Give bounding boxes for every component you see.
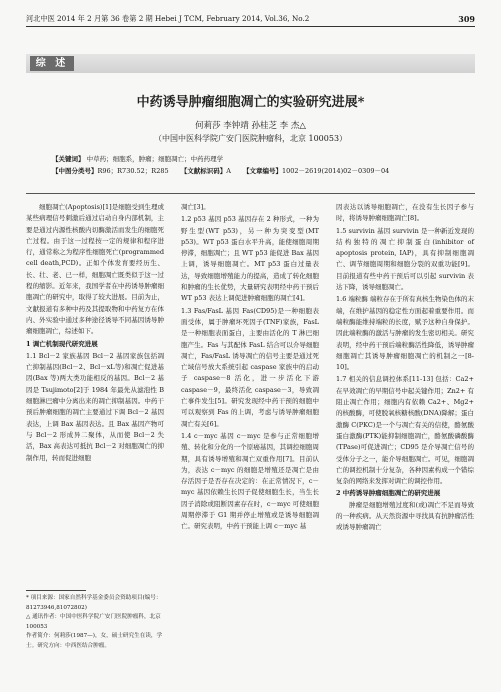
section-band <box>26 54 475 73</box>
body-paragraph: 1.5 survivin 基因 survivin 是一种新近发现的结构独特的凋亡抑制蛋白(inhibitor of apoptosis protein, IAP)，具有抑制细胞凋亡、调节细胞周期和细胞分裂的双重功能[9]。目前报道有些中药干预后可以引起 survivin 表达下降，诱导细胞凋亡。 <box>336 226 474 292</box>
article-authors: 何莉莎 李钟靖 孙桂芝 李 杰△ <box>195 121 306 131</box>
classification-row <box>52 165 452 177</box>
article-no-value: 1002－2619(2014)02－0309－04 <box>281 167 390 175</box>
body-paragraph: 因表达以诱导细胞凋亡，在没有生长因子参与时，将诱导肿瘤细胞凋亡[8]。 <box>336 203 474 223</box>
body-paragraph: 1.4 c－myc 基因 c－myc 是参与正常细胞增殖、转化和分化的一个原癌基因，其调控细胞周期，具有诱导增殖和凋亡双重作用[7]。目前认为，表达 c－myc 的细胞是增殖还是凋亡是由存活因子是否存在决定的：在正常情况下，c－myc 基因依赖生长因子促使细胞生长，当生长因子消除或阻断因素存在时，c－myc 可使细胞周期停滞于 G1 期并停止增殖或是诱导细胞凋亡。研究表明，中药干预能上调 c－myc 基 <box>181 431 319 531</box>
doc-code-label: 【文献标识码】 <box>180 167 227 175</box>
footnote-corresponding: △ 通讯作者：中国中医科学院广安门医院肿瘤科，北京 100053 <box>26 614 161 630</box>
body-paragraph: 1.2 p53 基因 p53 基因存在 2 种形式，一种为野生型(WT p53)，另一种为突变型(MT p53)。WT p53 蛋白水平升高，能使细胞周期停滞，细胞凋亡；且 WT p53 能促进 Bax 基因上调，诱导细胞凋亡。MT p53 蛋白过量表达，导致细胞增殖能力的提高，造成了转化细胞和肿瘤的生长优势，大量研究表明经中药干预后 WT p53 表达上调促进肿瘤细胞的凋亡[4]。 <box>181 215 319 303</box>
body-column-3 <box>336 202 474 534</box>
article-meta <box>52 153 452 177</box>
body-paragraph: 肿瘤是细胞增殖过度和(或)凋亡不足而导致的一种疾病。从天然资源中寻找具有抗肿瘤活性或诱导肿瘤凋亡 <box>336 500 474 532</box>
keywords-row <box>52 153 452 165</box>
body-paragraph: 1.6 端粒酶 端粒存在于所有真核生物染色体的末端，在维护基因的稳定性方面起着重要作用。而端粒酶能维持端粒的长度，赋予这种自身保护。因此端粒酶的激活与肿瘤的发生密切相关。研究表明，经中药干预后端粒酶活性降低，诱导肿瘤细胞凋亡其诱导肿瘤细胞凋亡的机制之一[8-10]。 <box>336 295 474 372</box>
keywords-label: 【关键词】 <box>52 155 85 163</box>
section-heading: 1 调亡机制现代研究进展 <box>26 339 98 348</box>
body-column-2 <box>181 202 319 533</box>
section-tag: 综 述 <box>30 56 74 71</box>
footnote-author-bio: 作者简介：何莉莎(1987—)，女，硕士研究生在读，学士。研究方向：中西医结合肿瘤。 <box>26 633 163 649</box>
journal-citation: 河北中医 2014 年 2 月第 36 卷第 2 期 Hebei J TCM, February 2014, Vol.36, No.2 <box>26 14 310 23</box>
body-paragraph: 细胞凋亡(Apoptosis)[1]是细胞受到生理或某些病理信号刺激后通过启动自身内部机制，主要是通过内源性核酸内切酶激活而发生的细胞死亡过程。由于这一过程按一定的规律和程序进行，通常称之为程序性细胞死亡(programmed cell death,PCD)。正如个体发育要经历生、长、壮、老、已一样，细胞凋亡既类似于这一过程的缩影。近年来，我国学者在中药诱导肿瘤细胞凋亡的研究中，取得了较大进展。目前为止，文献报道有多种中药及其提取物和中药复方在体内、外实验中通过多种途径诱导不同基因诱导肿瘤细胞凋亡，综述如下。 <box>26 203 164 336</box>
clc-value: R96；R730.52；R285 <box>97 167 169 175</box>
clc-label: 【中图分类号】 <box>52 167 98 175</box>
doc-code-value: A <box>226 167 231 175</box>
section-heading: 2 中药诱导肿瘤细胞凋亡的研究进展 <box>336 489 441 498</box>
running-header <box>26 14 475 24</box>
footnote-rule <box>26 590 86 591</box>
page-number: 309 <box>458 14 475 24</box>
article-affiliation: （中国中医科学院广安门医院肿瘤科，北京 100053） <box>153 134 348 143</box>
body-paragraph: 1.3 Fas/FasL 基因 Fas(CD95)是一种细胞表面受体，属于肿瘤坏死因子(TNF)家族，FasL 是一种细胞表面蛋白，主要由活化的 T 淋巴细胞产生。Fas 与其配体 FasL 结合可以介导细胞凋亡，Fas/FasL 诱导凋亡的信号主要是通过死亡域信号放大系统引起 caspase 家族中的启动子 caspase－8 活化，进一步活化下游 caspase－9，最终活化 caspase－3，导致凋亡事件发生[5]。研究发现经中药干预的细胞中可以观察到 Fas 的上调，考虑与诱导肿瘤细胞凋亡有关[6]。 <box>181 306 319 428</box>
body-paragraph: 凋亡[3]。 <box>181 203 210 211</box>
body-paragraph: 1.1 Bcl－2 家族基因 Bcl－2 基因家族包括凋亡抑制基因(Bcl－2、Bcl－xL等)和凋亡促进基因(Bax 等)两大类功能相反的基因。Bcl－2 基因是 Tsujimoto[2]于 1984 年最先从滤泡性 B 细胞淋巴瘤中分离出来的凋亡抑制基因。中药干预后肿瘤细胞的凋亡主要通过下调 Bcl－2 基因表达，上调 Bax 基因表达。且 Bax 基因产物可与 Bcl－2 形成异二聚体，从而使 Bcl－2 失活，Bax 高表达可抵抗 Bcl－2 对细胞凋亡的抑制作用，转而促进细胞 <box>26 351 164 462</box>
footnotes <box>26 594 164 652</box>
meta-rule <box>26 193 475 194</box>
article-no-label: 【文章编号】 <box>242 167 282 175</box>
body-paragraph: 1.7 相关的信息调控体系[11-13] 包括：Ca2+ 在早效凋亡的早期信号中起关键作用；Zn2+ 有阻止凋亡作用；细胞内有依赖 Ca2+、Mg2+ 的核酸酶，可使脱氧核糖核酸(DNA)降解；蛋白激酶 C(PKC)是一个与凋亡有关的信使，酪氨酸蛋白激酶(PTK)能抑制细胞凋亡，酪氨酸磷酸酶(TPase)可促进凋亡；CD95 是介导凋亡信号的受体分子之一，能介导细胞凋亡。可见，细胞凋亡的调控机制十分复杂，各种因素构成一个错综复杂的网络来发挥对调亡的调控作用。 <box>336 375 474 486</box>
keywords-text: 中草药；细胞系，肿瘤；细胞凋亡；中药药理学 <box>86 155 224 163</box>
article-title: 中药诱导肿瘤细胞凋亡的实验研究进展* <box>136 95 365 110</box>
footnote-funding: * 项目来源：国家自然科学基金委员会资助项目(编号：81273946,81072802) <box>26 595 162 611</box>
header-rule <box>26 26 475 27</box>
body-column-1 <box>26 202 164 464</box>
